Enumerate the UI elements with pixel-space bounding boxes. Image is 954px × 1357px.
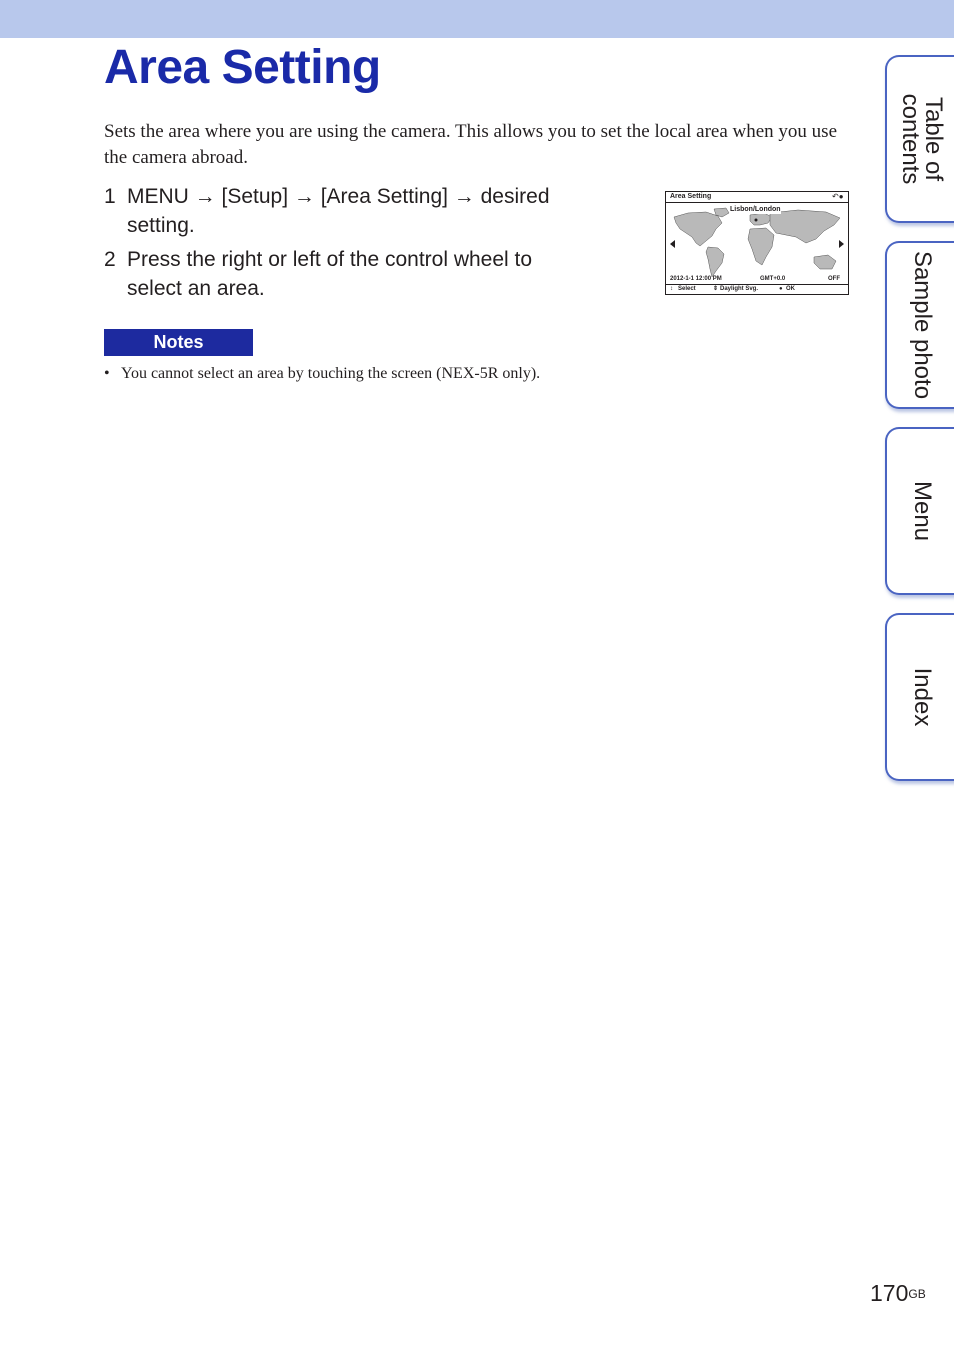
note-item <box>104 363 804 385</box>
note-text: You cannot select an area by touching the screen (NEX-5R only). <box>121 365 541 382</box>
daylight-status: OFF <box>828 276 840 282</box>
intro-paragraph: Sets the area where you are using the camera. This allows you to set the local area when you use the camera abroad. <box>104 121 838 168</box>
step-text: MENU → [Setup] → [Area Setting] → desired setting. <box>127 185 550 237</box>
page-number-value: 170 <box>870 1280 909 1306</box>
europe-shape <box>750 213 772 225</box>
bullet: • <box>104 365 110 382</box>
screen-ok-label: OK <box>786 286 795 292</box>
right-arrow-icon <box>839 240 844 248</box>
screen-daylight-label: Daylight Svg. <box>720 286 759 292</box>
world-map <box>666 203 848 284</box>
tab-label: Table of contents <box>896 93 947 185</box>
back-icon: ↶● <box>832 192 844 201</box>
page-number <box>870 1279 926 1307</box>
screen-gmt-offset: GMT+0.0 <box>760 276 786 282</box>
africa-shape <box>748 228 774 265</box>
south-america-shape <box>706 247 724 277</box>
step-number: 1 <box>104 185 116 208</box>
screen-footer <box>666 284 848 295</box>
notes-label: Notes <box>104 329 253 356</box>
asia-shape <box>770 210 840 243</box>
step-1 <box>104 182 624 242</box>
location-marker <box>755 219 758 222</box>
header-band <box>0 0 954 38</box>
step-text: Press the right or left of the control wheel to select an area. <box>127 248 533 300</box>
screen-datetime: 2012-1-1 12:00 PM <box>670 276 722 282</box>
tab-menu[interactable] <box>885 427 954 595</box>
updown-icon: ⇕ <box>713 286 719 292</box>
step-number: 2 <box>104 248 116 271</box>
tab-table-of-contents[interactable] <box>885 55 954 223</box>
screen-title-bar <box>666 192 848 203</box>
step-2 <box>104 245 624 305</box>
select-icon: ↕ <box>670 286 673 292</box>
australia-shape <box>814 255 836 269</box>
camera-screen-illustration <box>665 191 849 295</box>
center-button-icon: ● <box>779 286 783 292</box>
left-arrow-icon <box>670 240 675 248</box>
page-title: Area Setting <box>104 41 381 94</box>
tab-label: Index <box>908 667 936 727</box>
screen-select-label: Select <box>678 286 696 292</box>
tab-index[interactable] <box>885 613 954 781</box>
selected-city: Lisbon/London <box>730 206 781 213</box>
north-america-shape <box>674 212 722 246</box>
screen-title: Area Setting <box>670 193 712 200</box>
page-number-suffix: GB <box>908 1287 926 1301</box>
tab-label: Menu <box>908 480 936 542</box>
tab-sample-photo[interactable] <box>885 241 954 409</box>
tab-label: Sample photo <box>908 250 936 400</box>
